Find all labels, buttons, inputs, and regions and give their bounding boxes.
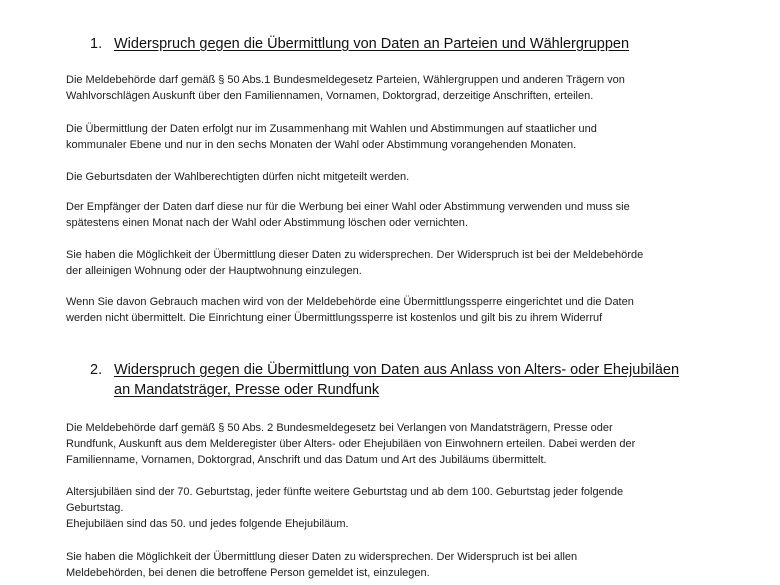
section-1-paragraph <box>66 294 706 326</box>
text-line: spätestens einen Monat nach der Wahl oder Abstimmung löschen oder vernichten. <box>66 217 468 229</box>
text-line: Wenn Sie davon Gebrauch machen wird von der Meldebehörde eine Übermittlungssperre eingerichtet und die Daten <box>66 296 634 308</box>
text-line: Rundfunk, Auskunft aus dem Melderegister über Alters- oder Ehejubiläen von Einwohnern erteilen. Dabei werden der <box>66 438 636 450</box>
text-line: Sie haben die Möglichkeit der Übermittlung dieser Daten zu widersprechen. Der Widerspruch ist bei der Meldebehörde <box>66 249 644 261</box>
section-1-paragraph <box>66 199 706 231</box>
text-line: der alleinigen Wohnung oder der Hauptwohnung einzulegen. <box>66 265 362 277</box>
section-2-paragraph <box>66 484 706 532</box>
section-2-title-line-1: Widerspruch gegen die Übermittlung von Daten aus Anlass von Alters- oder Ehejubiläen <box>114 362 680 378</box>
text-line: Meldebehörden, bei denen die betroffene Person gemeldet ist, einzulegen. <box>66 567 430 579</box>
section-1-paragraph <box>66 72 706 104</box>
text-line: Geburtstag. <box>66 502 124 514</box>
section-1-paragraph <box>66 247 706 279</box>
text-line: werden nicht übermittelt. Die Einrichtung einer Übermittlungssperre ist kostenlos und gilt bis zu ihrem Widerruf <box>66 312 603 324</box>
section-2-paragraph <box>66 549 706 581</box>
text-line: Familienname, Vornamen, Doktorgrad, Anschrift und das Datum und Art des Jubiläums übermittelt. <box>66 454 547 466</box>
section-1-paragraph <box>66 169 706 185</box>
text-line: Ehejubiläen sind das 50. und jedes folgende Ehejubiläum. <box>66 518 349 530</box>
section-1-title: Widerspruch gegen die Übermittlung von Daten an Parteien und Wählergruppen <box>114 36 630 52</box>
text-line: kommunaler Ebene und nur in den sechs Monaten der Wahl oder Abstimmung vorangehenden Monaten. <box>66 139 577 151</box>
section-1-paragraph <box>66 121 706 153</box>
text-line: Der Empfänger der Daten darf diese nur für die Werbung bei einer Wahl oder Abstimmung verwenden und muss sie <box>66 201 630 213</box>
text-line: Die Meldebehörde darf gemäß § 50 Abs. 2 Bundesmeldegesetz bei Verlangen von Mandatsträgern, Presse oder <box>66 422 613 434</box>
section-1-number: 1. <box>90 36 103 52</box>
text-line: Die Meldebehörde darf gemäß § 50 Abs.1 Bundesmeldegesetz Parteien, Wählergruppen und anderen Trägern von <box>66 74 625 86</box>
text-line: Wahlvorschlägen Auskunft über den Familiennamen, Vornamen, Doktorgrad, derzeitige Anschriften, erteilen. <box>66 90 594 102</box>
text-line: Die Geburtsdaten der Wahlberechtigten dürfen nicht mitgeteilt werden. <box>66 171 410 183</box>
text-line: Sie haben die Möglichkeit der Übermittlung dieser Daten zu widersprechen. Der Widerspruch ist bei allen <box>66 551 578 563</box>
text-line: Die Übermittlung der Daten erfolgt nur im Zusammenhang mit Wahlen und Abstimmungen auf staatlicher und <box>66 123 597 135</box>
section-2-paragraph <box>66 420 706 468</box>
section-2-number: 2. <box>90 362 103 378</box>
section-2-title-line-2: an Mandatsträger, Presse oder Rundfunk <box>114 382 380 398</box>
text-line: Altersjubiläen sind der 70. Geburtstag, jeder fünfte weitere Geburtstag und ab dem 100. Geburtstag jeder folgende <box>66 486 624 498</box>
